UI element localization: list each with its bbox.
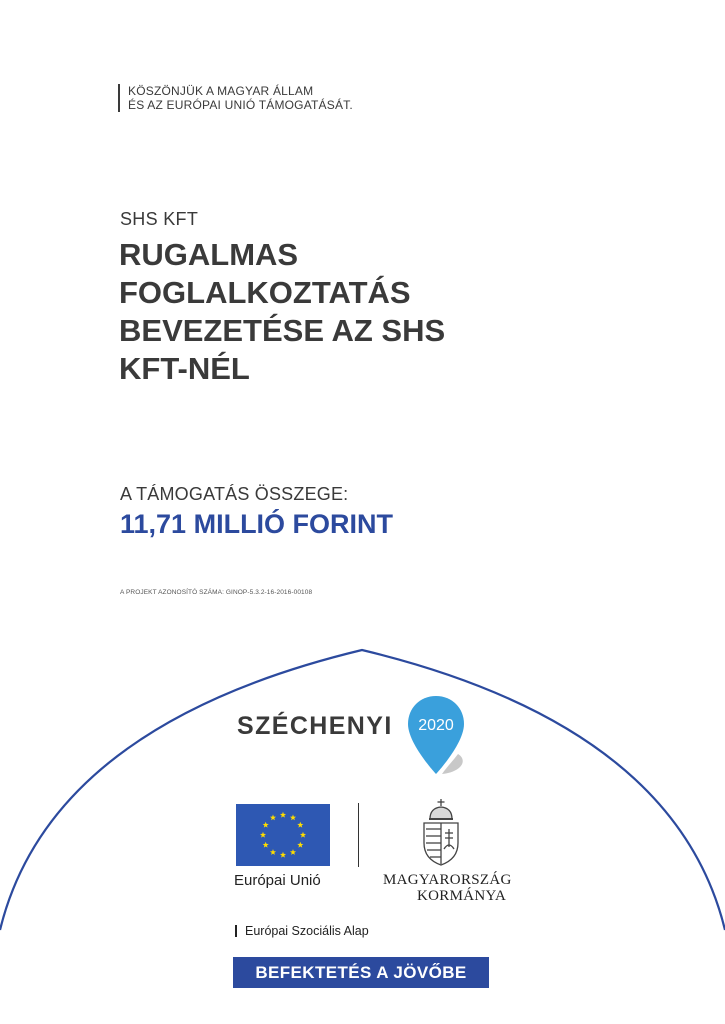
thanks-line-2: ÉS AZ EURÓPAI UNIÓ TÁMOGATÁSÁT. (128, 98, 353, 112)
eu-star-icon (297, 842, 303, 848)
szechenyi-year: 2020 (418, 717, 454, 734)
szechenyi-logo-word: SZÉCHENYI (237, 712, 393, 740)
eu-stars-icon (236, 804, 330, 866)
eu-star-icon (300, 832, 306, 838)
project-title-line-1: RUGALMAS (119, 237, 299, 272)
project-id-number: A PROJEKT AZONOSÍTÓ SZÁMA: GINOP-5.3.2-16-2016-00108 (120, 589, 313, 596)
government-label-line-2: KORMÁNYA (417, 888, 507, 904)
logo-divider (358, 803, 359, 867)
government-label-line-1: MAGYARORSZÁG (383, 872, 512, 888)
thanks-line-1: KÖSZÖNJÜK A MAGYAR ÁLLAM (128, 84, 314, 98)
esf-bar-mark (235, 925, 237, 937)
project-title-line-2: FOGLALKOZTATÁS (119, 275, 411, 310)
eu-star-icon (260, 832, 266, 838)
eu-star-icon (290, 849, 296, 855)
eu-star-icon (290, 814, 296, 820)
eu-flag-icon (236, 804, 330, 866)
eu-star-icon (280, 812, 286, 818)
invest-in-future-banner: BEFEKTETÉS A JÖVŐBE (233, 957, 489, 988)
support-amount-value: 11,71 MILLIÓ FORINT (120, 509, 394, 539)
eu-star-icon (263, 842, 269, 848)
company-name: SHS KFT (120, 209, 199, 229)
szechenyi-pin-icon (406, 694, 466, 780)
eu-star-icon (280, 852, 286, 858)
project-title-line-3: BEVEZETÉSE AZ SHS (119, 313, 446, 348)
eu-star-icon (263, 822, 269, 828)
eu-star-icon (270, 814, 276, 820)
esf-label: Európai Szociális Alap (245, 924, 369, 938)
hungarian-coat-of-arms-icon (418, 797, 464, 869)
support-amount-label: A TÁMOGATÁS ÖSSZEGE: (120, 484, 349, 504)
eu-star-icon (270, 849, 276, 855)
eu-star-icon (297, 822, 303, 828)
eu-label: Európai Unió (234, 872, 321, 889)
project-title-line-4: KFT-NÉL (119, 351, 250, 386)
